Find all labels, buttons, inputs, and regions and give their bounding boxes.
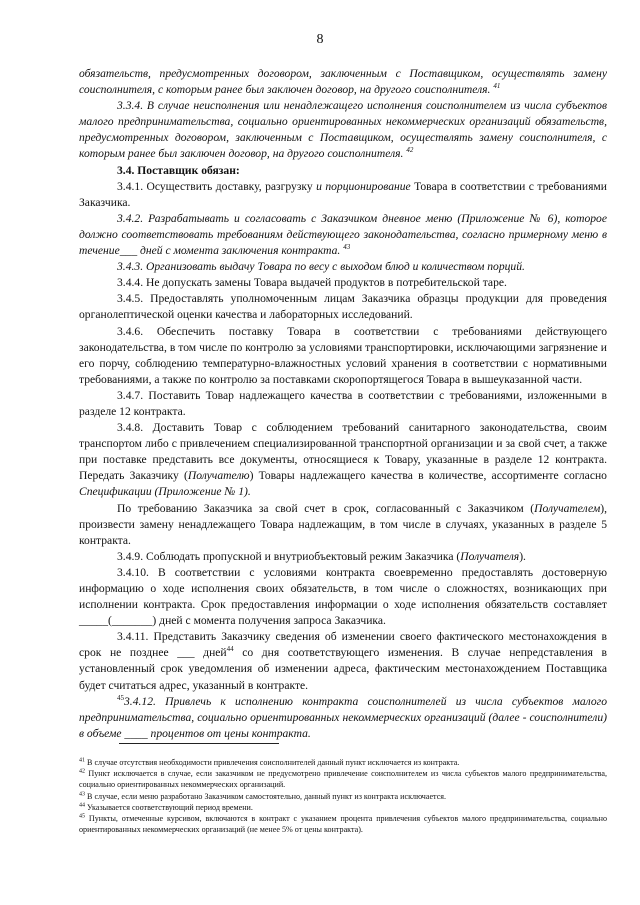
footnote-45 <box>79 813 607 835</box>
paragraph-p14 <box>79 565 607 629</box>
paragraph-p8 <box>79 291 607 323</box>
paragraph-text: 3.4.4. Не допускать замены Товара выдачей продуктов в потребительской таре. <box>117 276 507 290</box>
paragraph-text: Получателя <box>460 549 520 563</box>
footnote-ref: 44 <box>226 645 234 654</box>
paragraph-text: ), произвести замену ненадлежащего Товара надлежащим, в том числе в случаях, указанных в разделе 5 контракта. <box>79 501 607 547</box>
footnote-text: Пункт исключается в случае, если заказчиком не предусмотрено привлечение соисполнителем из числа субъектов малого предпринимательства, социально ориентированных некоммерческих организаций. <box>79 769 607 790</box>
footnotes-section <box>79 743 607 835</box>
paragraph-text: 3.3.4. В случае неисполнения или ненадлежащего исполнения соисполнителем из числа субъектов малого предпринимательства, социально ориентированных некоммерческих организаций обязательств, предусмотренных договором, заключенным с Поставщиком, осуществлять замену соисполнителя, с которым ранее был заключен договор, на другого соисполнителя. <box>79 99 607 161</box>
footnote-text: В случае, если меню разработано Заказчиком самостоятельно, данный пункт из контракта исключается. <box>85 791 447 801</box>
footnote-number: 45 <box>79 813 85 820</box>
footnote-44 <box>79 802 607 813</box>
page-number: 8 <box>316 32 324 47</box>
paragraph-text: ). <box>519 549 526 563</box>
paragraph-text: 3.4.2. Разрабатывать и согласовать с Заказчиком дневное меню (Приложение № 6), которое должно соответствовать требованиям действующего законодательства, согласно примерному меню в течение___ дней с момента заключения контракта. <box>79 211 607 258</box>
paragraph-p12 <box>79 501 607 549</box>
paragraph-p7 <box>79 275 607 291</box>
paragraph-text: ) Товары надлежащего качества в количестве, ассортименте согласно <box>249 469 607 483</box>
paragraph-text: Получателем <box>534 501 601 515</box>
footnote-separator <box>119 743 279 744</box>
paragraph-text: обязательств, предусмотренных договором, заключенным с Поставщиком, осуществлять замену соисполнителя, с которым ранее был заключен договор, на другого соисполнителя. <box>79 67 607 97</box>
paragraph-p1 <box>79 66 607 98</box>
paragraph-text: со дня соответствующего изменения. В случае непредставления в установленный срок уведомления об изменении адреса, фактическим местонахождением Поставщика будет считаться адрес, указанный в контракте. <box>79 646 607 692</box>
footnote-list <box>79 757 607 835</box>
paragraph-p2 <box>79 98 607 162</box>
footnote-ref: 42 <box>406 146 414 155</box>
paragraph-p5 <box>79 211 607 259</box>
footnote-text: Пункты, отмеченные курсивом, включаются в контракт с указанием процента привлечения субъектов малого предпринимательства, социально ориентированных некоммерческих организаций (не менее 5% от цены контракта). <box>79 814 607 835</box>
paragraph-text: 3.4.12. Привлечь к исполнению контракта соисполнителей из числа субъектов малого предпринимательства, социально ориентированных некоммерческих организаций (далее - соисполнители) в объеме ____ процентов от цены контракта. <box>79 694 607 740</box>
paragraph-p11 <box>79 420 607 500</box>
paragraph-text: Спецификации (Приложение № 1). <box>79 485 251 499</box>
footnote-number: 43 <box>79 790 85 797</box>
footnote-ref: 41 <box>493 82 501 91</box>
paragraph-text: Получателю <box>187 469 250 483</box>
paragraph-text: 3.4.7. Поставить Товар надлежащего качества в соответствии с требованиями, изложенными в разделе 12 контракта. <box>79 388 607 418</box>
paragraph-p6 <box>79 259 607 275</box>
footnote-43 <box>79 791 607 802</box>
paragraph-text: 3.4.10. В соответствии с условиями контракта своевременно предоставлять достоверную информацию о ходе исполнения своих обязательств, в том числе о сложностях, возникающих при исполнении контракта. Срок предоставления информации о ходе исполнения обязательств составляет _____(_______) дней с момента получения запроса Заказчика. <box>79 565 607 628</box>
paragraph-text: 3.4.8. Доставить Товар с соблюдением требований санитарного законодательства, своим транспортом либо с привлечением специализированной транспортной организации и за свой счет, а также при поставке представить все документы, относящиеся к Товару, указанные в разделе 12 контракта. Передать Заказчику ( <box>79 421 607 483</box>
paragraph-text: 3.4.6. Обеспечить поставку Товара в соответствии с требованиями действующего законодательства, в том числе по контролю за условиями транспортировки, исключающими загрязнение и его порчу, соблюдению температурно-влажностных условий хранения в соответствии с нормативными требованиями, а также по контролю за поставками скоропортящегося Товара в вышеуказанной части. <box>79 324 607 386</box>
paragraph-p3 <box>79 163 607 179</box>
paragraph-text: 3.4.3. Организовать выдачу Товара по весу с выходом блюд и количеством порций. <box>117 260 525 274</box>
paragraph-text: 3.4.9. Соблюдать пропускной и внутриобъектовый режим Заказчика ( <box>117 549 461 563</box>
footnote-text: В случае отсутствия необходимости привлечения соисполнителей данный пункт исключается из контракта. <box>85 758 460 767</box>
paragraph-p13 <box>79 549 607 565</box>
footnote-number: 41 <box>79 757 85 764</box>
paragraph-text: Товара в соответствии с требованиями Заказчика. <box>79 179 607 209</box>
paragraph-text: и порционирование <box>316 179 411 193</box>
paragraph-p4 <box>79 179 607 211</box>
footnote-41 <box>79 757 607 768</box>
paragraph-p9 <box>79 324 607 388</box>
paragraph-text: 3.4. Поставщик обязан: <box>117 163 240 177</box>
paragraph-p15 <box>79 629 607 693</box>
paragraph-text: По требованию Заказчика за свой счет в срок, согласованный с Заказчиком ( <box>117 501 535 515</box>
footnote-ref: 43 <box>343 243 351 252</box>
document-body <box>79 66 607 742</box>
footnote-ref: 45 <box>117 693 124 702</box>
paragraph-text: 3.4.1. Осуществить доставку, разгрузку <box>117 179 317 193</box>
paragraph-p10 <box>79 388 607 420</box>
paragraph-text: 3.4.11. Представить Заказчику сведения об изменении своего фактического местонахождения в срок не позднее ___ дней <box>79 630 607 660</box>
footnote-number: 42 <box>79 768 85 775</box>
paragraph-text: 3.4.5. Предоставлять уполномоченным лицам Заказчика образцы продукции для проведения органолептической оценки качества и лабораторных исследований. <box>79 292 607 322</box>
footnote-number: 44 <box>79 802 85 809</box>
footnote-text: Указывается соответствующий период времени. <box>85 802 253 812</box>
paragraph-p16 <box>79 694 607 742</box>
footnote-42 <box>79 768 607 790</box>
